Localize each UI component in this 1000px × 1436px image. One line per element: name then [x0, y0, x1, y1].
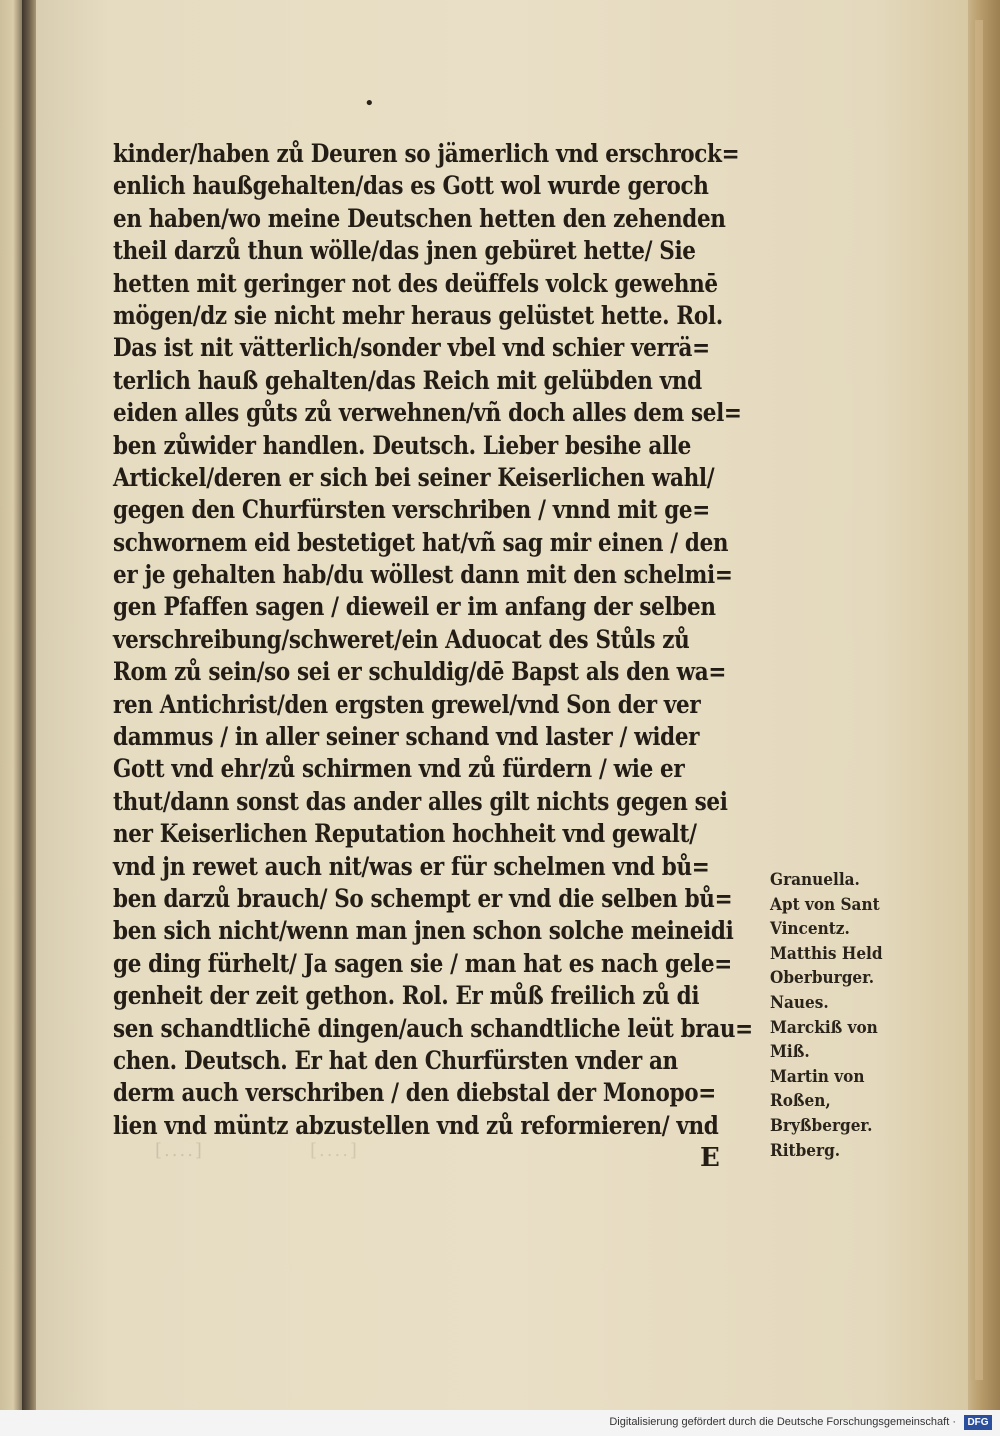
margin-note: Matthis Held [770, 943, 883, 964]
signature-mark: • [364, 93, 375, 114]
text-line: genheit der zeit gethon. Rol. Er můß freilich zů di [113, 981, 700, 1011]
text-line: schwornem eid bestetiget hat/vñ sag mir einen / den [113, 527, 729, 557]
text-line: derm auch verschriben / den diebstal der Monopo= [113, 1078, 716, 1108]
margin-note: Bryßberger. [770, 1115, 873, 1136]
text-line: Rom zů sein/so sei er schuldig/dē Bapst als den wa= [113, 657, 727, 687]
text-line: Das ist nit vätterlich/sonder vbel vnd schier verrä= [113, 333, 710, 363]
text-line: ben darzů brauch/ So schempt er vnd die selben bů= [113, 883, 733, 913]
margin-note: Ritberg. [770, 1140, 841, 1161]
margin-note: Marckiß von [770, 1017, 878, 1038]
catchword: E [700, 1143, 720, 1173]
text-line: enlich haußgehalten/das es Gott wol wurde geroch [113, 171, 709, 201]
text-line: ge ding fürhelt/ Ja sagen sie / man hat es nach gele= [113, 948, 732, 978]
text-line: lien vnd müntz abzustellen vnd zů reformieren/ vnd [113, 1110, 719, 1140]
text-line: chen. Deutsch. Er hat den Churfürsten vnder an [113, 1045, 678, 1075]
margin-note: Apt von Sant [770, 894, 880, 915]
text-line: en haben/wo meine Deutschen hetten den zehenden [113, 203, 726, 233]
text-line: er je gehalten hab/du wöllest dann mit den schelmi= [113, 560, 733, 590]
page-fore-edge [968, 0, 1000, 1410]
text-line: ben sich nicht/wenn man jnen schon solche meineidi [113, 916, 734, 946]
dfg-logo[interactable]: DFG [964, 1415, 992, 1430]
text-line: Artickel/deren er sich bei seiner Keiserlichen wahl/ [113, 462, 715, 492]
margin-note: Naues. [770, 992, 829, 1013]
funding-notice: Digitalisierung gefördert durch die Deutsche Forschungsgemeinschaft · [609, 1416, 956, 1428]
footer-bar [0, 1410, 1000, 1436]
text-line: Gott vnd ehr/zů schirmen vnd zů fürdern / wie er [113, 754, 685, 784]
text-line: vnd jn rewet auch nit/was er für schelmen vnd bů= [113, 851, 710, 881]
text-line: gen Pfaffen sagen / dieweil er im anfang der selben [113, 592, 716, 622]
margin-note: Vincentz. [770, 919, 850, 940]
text-line: ner Keiserlichen Reputation hochheit vnd gewalt/ [113, 819, 697, 849]
margin-note: Granuella. [770, 870, 860, 890]
faded-stamp-second: [....] [310, 1140, 359, 1161]
previous-page-edge [0, 0, 22, 1410]
margin-note: Miß. [770, 1042, 810, 1063]
page-fore-edge-layer [975, 20, 983, 1380]
margin-note: Martin von [770, 1066, 865, 1087]
text-line: verschreibung/schweret/ein Aduocat des Stůls zů [113, 624, 690, 654]
main-text-block [113, 138, 777, 1142]
text-line: terlich hauß gehalten/das Reich mit gelübden vnd [113, 365, 702, 395]
margin-notes [770, 868, 930, 1163]
margin-note: Roßen, [770, 1091, 831, 1112]
text-line: hetten mit geringer not des deüffels volck gewehnē [113, 268, 718, 298]
text-line: ben zůwider handlen. Deutsch. Lieber besihe alle [113, 430, 691, 460]
margin-note: Oberburger. [770, 968, 875, 989]
text-line: mögen/dz sie nicht mehr heraus gelüstet hette. Rol. [113, 300, 723, 330]
text-line: kinder/haben zů Deuren so jämerlich vnd erschrock= [113, 139, 740, 168]
book-gutter [22, 0, 36, 1410]
text-line: theil darzů thun wölle/das jnen gebüret hette/ Sie [113, 236, 696, 266]
text-line: sen schandtlichē dingen/auch schandtliche leüt brau= [113, 1013, 753, 1043]
faded-stamp: [....] [155, 1140, 204, 1161]
text-line: gegen den Churfürsten verschriben / vnnd mit ge= [113, 495, 710, 525]
text-line: ren Antichrist/den ergsten grewel/vnd Son der ver [113, 689, 701, 719]
text-line: dammus / in aller seiner schand vnd laster / wider [113, 722, 700, 752]
text-line: thut/dann sonst das ander alles gilt nichts gegen sei [113, 786, 728, 816]
text-line: eiden alles gůts zů verwehnen/vñ doch alles dem sel= [113, 398, 742, 428]
